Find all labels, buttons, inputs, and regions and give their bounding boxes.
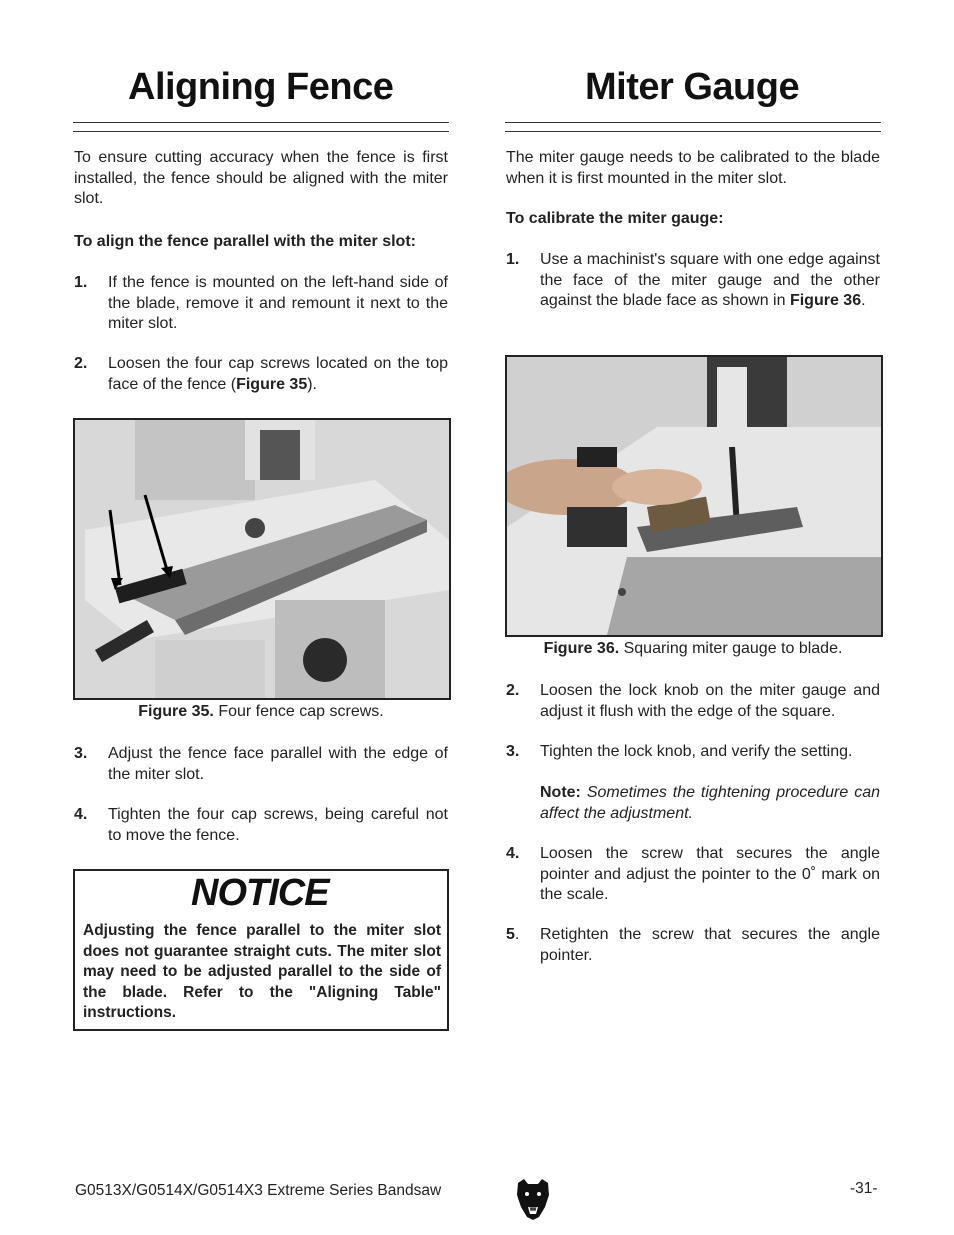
step-number: 1. <box>506 251 520 268</box>
figure-reference: Figure 35 <box>236 375 308 393</box>
figure-36-caption: Figure 36. Squaring miter gauge to blade. <box>543 640 843 657</box>
step-number: 4. <box>74 806 88 823</box>
step-1 <box>506 250 880 312</box>
step-4 <box>74 805 448 846</box>
notice-box <box>73 869 449 1031</box>
section-title-miter-gauge: Miter Gauge <box>585 66 800 108</box>
step-3 <box>74 744 448 785</box>
step-number: 1. <box>74 274 88 291</box>
figure-35-photo <box>73 418 451 700</box>
step-1 <box>74 273 448 335</box>
step-number: 4. <box>506 845 520 862</box>
title-rule-top <box>73 122 449 123</box>
step-text: Tighten the four cap screws, being careful not to move the fence. <box>108 806 448 844</box>
step-text: Use a machinist's square with one edge against the face of the miter gauge and the other against the blade face as shown in Figure 36. <box>540 251 880 309</box>
notice-text: Adjusting the fence parallel to the miter slot does not guarantee straight cuts. The miter slot may need to be adjusted parallel to the side of the blade. Refer to the "Aligning Table" instructions. <box>83 922 441 1021</box>
step-text: Tighten the lock knob, and verify the setting. <box>540 743 853 760</box>
step-text: Loosen the lock knob on the miter gauge and adjust it flush with the edge of the square. <box>540 682 880 720</box>
note-text: Note: Sometimes the tightening procedure can affect the adjustment. <box>540 784 880 822</box>
step-2 <box>506 681 880 722</box>
step-text: Loosen the screw that secures the angle pointer and adjust the pointer to the 0˚ mark on the scale. <box>540 845 880 903</box>
step-4 <box>506 844 880 906</box>
grizzly-bear-logo-icon <box>514 1177 552 1221</box>
title-rule-bottom <box>505 131 881 132</box>
procedure-heading: To calibrate the miter gauge: <box>506 210 724 227</box>
step-number: 3. <box>506 743 520 760</box>
step-number: 5. <box>506 926 520 943</box>
notice-heading: NOTICE <box>191 872 329 914</box>
footer-model-name: G0513X/G0514X/G0514X3 Extreme Series Bandsaw <box>75 1182 442 1199</box>
miter-gauge-photo-illustration <box>507 357 881 635</box>
step-text: Loosen the four cap screws located on the top face of the fence (Figure 35). <box>108 355 448 393</box>
step-text: Adjust the fence face parallel with the edge of the miter slot. <box>108 745 448 783</box>
step-5 <box>506 925 880 966</box>
note-label: Note: <box>540 784 581 801</box>
intro-paragraph: To ensure cutting accuracy when the fence is first installed, the fence should be aligned with the miter slot. <box>74 149 448 207</box>
step-text: If the fence is mounted on the left-hand side of the blade, remove it and remount it next to the miter slot. <box>108 274 448 332</box>
step-2 <box>74 354 448 395</box>
procedure-heading: To align the fence parallel with the miter slot: <box>74 233 416 250</box>
fence-photo-illustration <box>75 420 449 698</box>
step-number: 3. <box>74 745 88 762</box>
title-rule-top <box>505 122 881 123</box>
step-number: 2. <box>506 682 520 699</box>
figure-36-photo <box>505 355 883 637</box>
intro-paragraph: The miter gauge needs to be calibrated to the blade when it is first mounted in the miter slot. <box>506 149 880 187</box>
figure-reference: Figure 36 <box>789 292 862 309</box>
figure-label: Figure 35. <box>138 703 214 720</box>
section-title-aligning-fence: Aligning Fence <box>128 66 394 108</box>
step-number: 2. <box>74 355 88 372</box>
step-3 <box>506 742 880 763</box>
step-text: Retighten the screw that secures the angle pointer. <box>540 926 880 964</box>
figure-35-caption: Figure 35. Four fence cap screws. <box>138 703 384 720</box>
figure-label: Figure 36. <box>543 640 620 657</box>
page-number: -31- <box>850 1180 878 1197</box>
title-rule-bottom <box>73 131 449 132</box>
note <box>506 783 880 824</box>
